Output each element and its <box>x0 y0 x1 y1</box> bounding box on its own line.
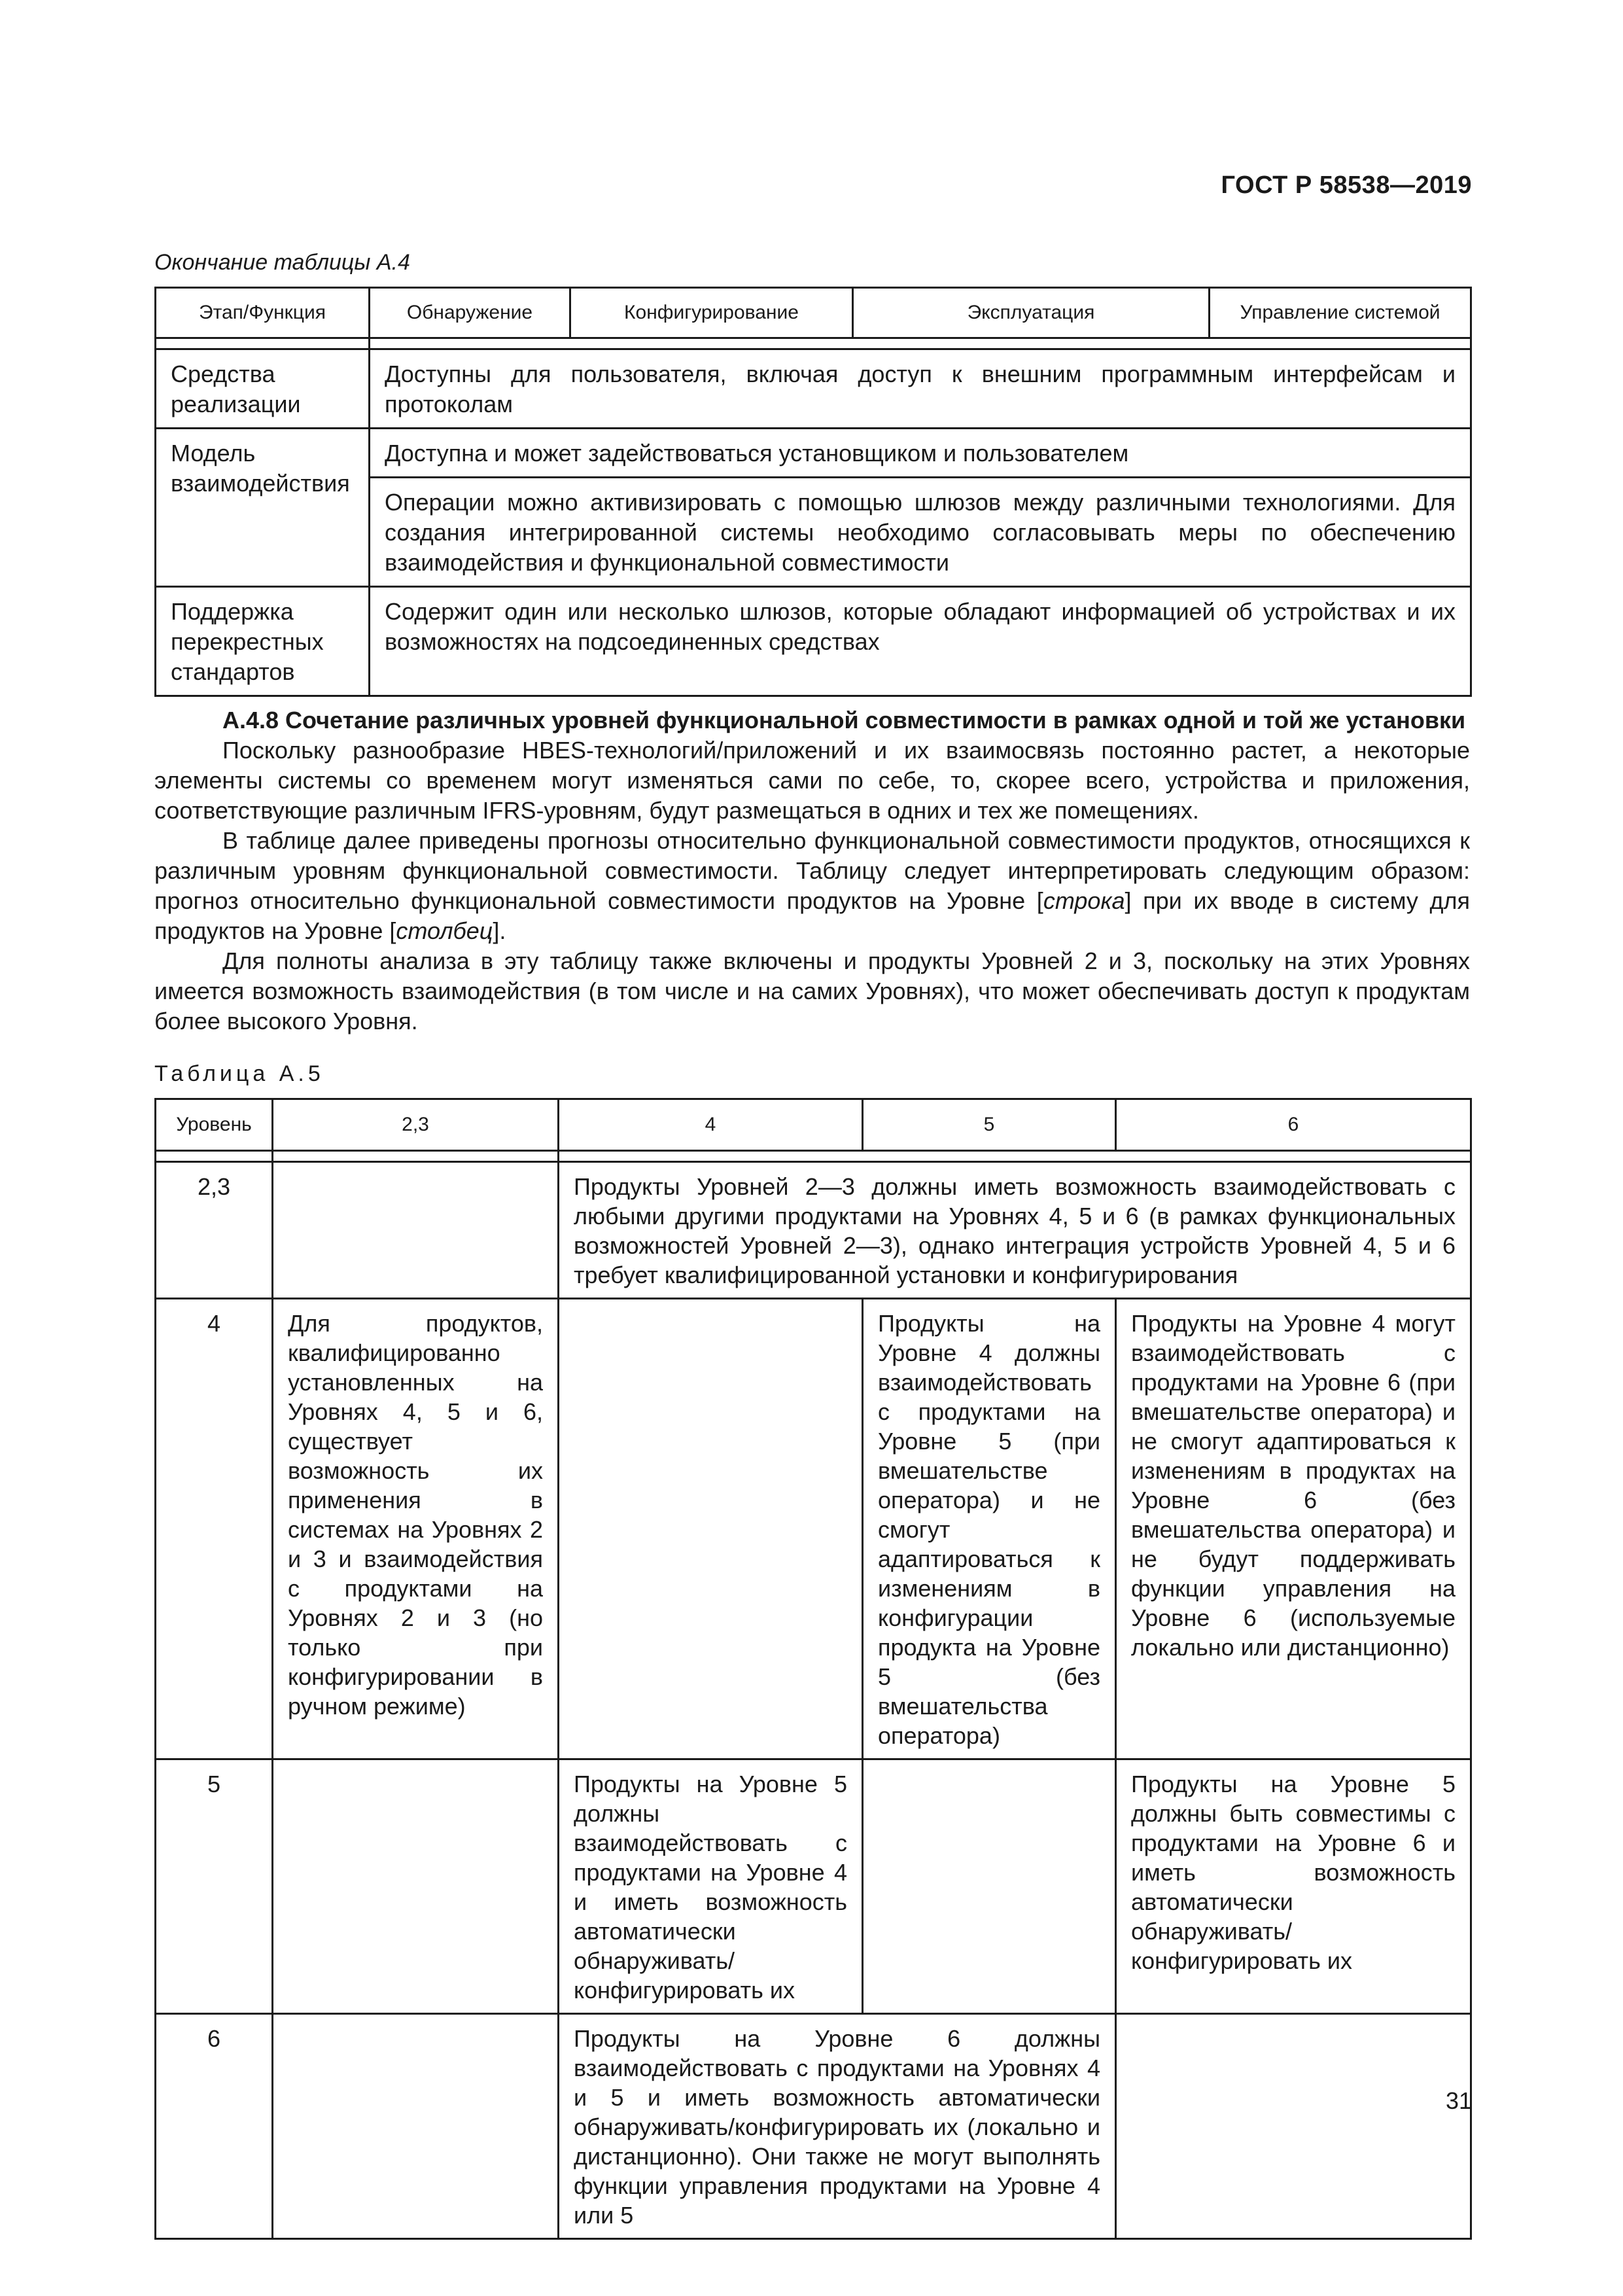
level-cell: 4 <box>156 1299 273 1759</box>
level-cell: 2,3 <box>156 1162 273 1299</box>
table-a4-header-row <box>156 288 1471 338</box>
section-a48 <box>154 705 1470 1036</box>
table-a4-row-label: Поддержка перекрестных стандартов <box>156 587 370 696</box>
page-number: 31 <box>1445 2087 1472 2114</box>
table-a5-header-cell: 5 <box>863 1099 1116 1151</box>
table-a4-cell: Содержит один или несколько шлюзов, которые обладают информацией об устройствах и их возможностях на подсоединенных средствах <box>370 587 1471 696</box>
paragraph <box>154 826 1470 946</box>
table-a5-header-cell: Уровень <box>156 1099 273 1151</box>
table-a4-cell: Доступна и может задействоваться установщиком и пользователем <box>370 429 1471 478</box>
table-row <box>156 429 1471 478</box>
standard-code-header: ГОСТ Р 58538—2019 <box>1221 171 1472 199</box>
section-heading: А.4.8 Сочетание различных уровней функциональной совместимости в рамках одной и той же установки <box>222 707 1466 733</box>
paragraph: Для полноты анализа в эту таблицу также включены и продукты Уровней 2 и 3, поскольку на этих Уровнях имеется возможность взаимодействия (в том числе и на самих Уровнях), что может обеспечивать доступ к продуктам более высокого Уровня. <box>154 947 1470 1034</box>
table-a5-cell: Для продуктов, квалифицированно установленных на Уровнях 4, 5 и 6, существует возможность их применения в системах на Уровнях 2 и 3 и взаимодействия с продуктами на Уровнях 2 и 3 (но только при конфигурировании в ручном режиме) <box>273 1299 559 1759</box>
empty-cell <box>273 1162 559 1299</box>
table-a4-header-cell: Конфигурирование <box>570 288 853 338</box>
empty-cell <box>863 1759 1116 2014</box>
table-a5-header-cell: 6 <box>1116 1099 1471 1151</box>
table-a5-cell: Продукты на Уровне 4 могут взаимодействовать с продуктами на Уровне 6 (при вмешательстве оператора) и не смогут адаптироваться к изменениям в продуктах на Уровне 6 (без вмешательства оператора) и не будут поддерживать функции управления на Уровне 6 (используемые локально или дистанционно) <box>1116 1299 1471 1759</box>
table-a5-cell: Продукты на Уровне 4 должны взаимодействовать с продуктами на Уровне 5 (при вмешательстве оператора) и не смогут адаптироваться к изменениям в конфигурации продукта на Уровне 5 (без вмешательства оператора) <box>863 1299 1116 1759</box>
paragraph: Поскольку разнообразие HBES-технологий/приложений и их взаимосвязь постоянно растет, а некоторые элементы системы со временем могут изменяться сами по себе, то, скорее всего, устройства и приложения, соответствующие различным IFRS-уровням, будут размещаться в одних и тех же помещениях. <box>154 737 1470 824</box>
level-cell: 6 <box>156 2014 273 2239</box>
empty-cell <box>273 2014 559 2239</box>
table-row <box>156 1299 1471 1759</box>
table-a4-row-label: Средства реализации <box>156 349 370 429</box>
table-a4-cell: Доступны для пользователя, включая доступ к внешним программным интерфейсам и протоколам <box>370 349 1471 429</box>
table-a5-cell: Продукты на Уровне 6 должны взаимодействовать с продуктами на Уровнях 4 и 5 и иметь возможность автоматически обнаруживать/конфигурировать их (локально и дистанционно). Они также не могут выполнять функции управления продуктами на Уровне 4 или 5 <box>559 2014 1116 2239</box>
table-a4-cell: Операции можно активизировать с помощью шлюзов между различными технологиями. Для создания интегрированной системы необходимо согласовывать меры по обеспечению взаимодействия и функциональной совместимости <box>370 478 1471 587</box>
empty-cell <box>273 1759 559 2014</box>
paragraph-text: ] при их вводе в систему для продуктов на Уровне [ <box>154 887 1470 944</box>
table-a5-gap-row <box>156 1151 1471 1162</box>
paragraph-text: В таблице далее приведены прогнозы относительно функциональной совместимости продуктов, относящихся к различным уровням функциональной совместимости. Таблицу следует интерпретировать следующим образом: прогноз относительно функциональной совместимости продуктов на Уровне [ <box>154 827 1470 914</box>
table-a5-header-cell: 2,3 <box>273 1099 559 1151</box>
table-a5-cell: Продукты на Уровне 5 должны взаимодействовать с продуктами на Уровне 4 и иметь возможность автоматически обнаруживать/конфигурировать их <box>559 1759 863 2014</box>
paragraph-emphasis: строка <box>1043 887 1125 914</box>
table-row <box>156 1162 1471 1299</box>
table-a4-caption: Окончание таблицы А.4 <box>154 250 410 275</box>
empty-cell <box>1116 2014 1471 2239</box>
table-row <box>156 349 1471 429</box>
table-a4 <box>154 287 1472 697</box>
paragraph-text: ]. <box>493 917 506 944</box>
paragraph-emphasis: столбец <box>396 917 493 944</box>
table-a4-header-cell: Управление системой <box>1210 288 1471 338</box>
table-a4-header-cell: Эксплуатация <box>853 288 1210 338</box>
table-a4-header-cell: Обнаружение <box>370 288 570 338</box>
table-a5-header-cell: 4 <box>559 1099 863 1151</box>
table-a5 <box>154 1098 1472 2240</box>
table-a5-caption: Таблица А.5 <box>154 1061 324 1086</box>
table-a5-cell: Продукты Уровней 2—3 должны иметь возможность взаимодействовать с любыми другими продуктами на Уровнях 4, 5 и 6 (в рамках функциональных возможностей Уровней 2—3), однако интеграция устройств Уровней 4, 5 и 6 требует квалифицированной установки и конфигурирования <box>559 1162 1471 1299</box>
table-a5-header-row <box>156 1099 1471 1151</box>
level-cell: 5 <box>156 1759 273 2014</box>
table-row <box>156 1759 1471 2014</box>
table-row <box>156 587 1471 696</box>
empty-cell <box>559 1299 863 1759</box>
table-a5-cell: Продукты на Уровне 5 должны быть совместимы с продуктами на Уровне 6 и иметь возможность автоматически обнаруживать/конфигурировать их <box>1116 1759 1471 2014</box>
table-a4-gap-row <box>156 338 1471 349</box>
table-row <box>156 2014 1471 2239</box>
table-a4-header-cell: Этап/Функция <box>156 288 370 338</box>
table-a4-row-label: Модель взаимодействия <box>156 429 370 587</box>
